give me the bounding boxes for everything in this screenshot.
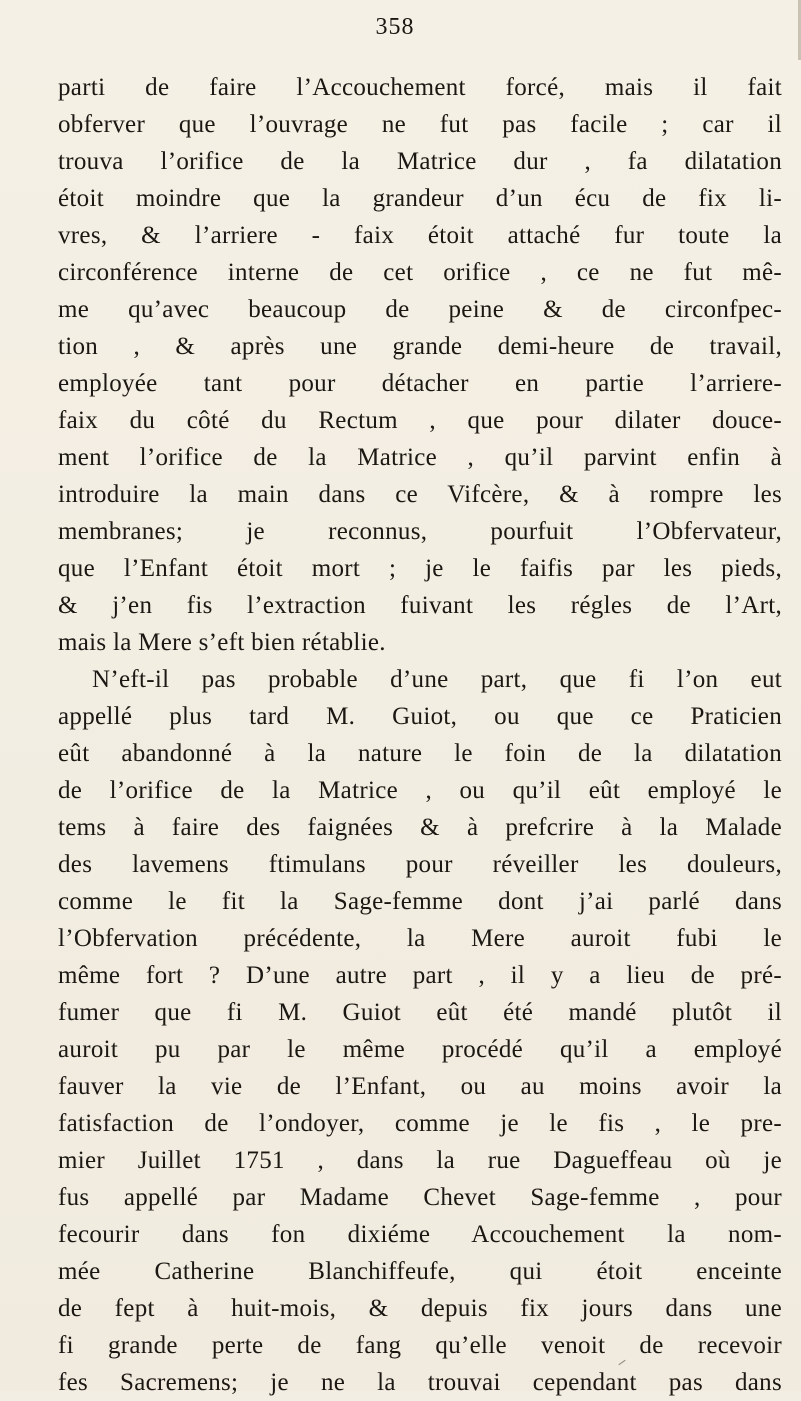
text-line-12: introduire la main dans ce Vifcère, & à rompre les xyxy=(58,481,782,508)
text-line-22: des lavemens ftimulans pour réveiller les douleurs, xyxy=(58,851,782,878)
text-line-10: faix du côté du Rectum , que pour dilater douce- xyxy=(58,407,782,434)
text-line-31: fus appellé par Madame Chevet Sage-femme , pour xyxy=(58,1184,782,1211)
text-line-20: de l’orifice de la Matrice , ou qu’il eût employé le xyxy=(58,777,782,804)
text-line-3: trouva l’orifice de la Matrice dur , fa dilatation xyxy=(58,148,782,175)
text-line-21: tems à faire des faignées & à prefcrire à la Malade xyxy=(58,814,782,841)
body-text xyxy=(58,69,782,1401)
text-line-8: tion , & après une grande demi-heure de travail, xyxy=(58,333,782,360)
text-line-36: fes Sacremens; je ne la trouvai cependant pas dans xyxy=(58,1369,782,1396)
page-number: 358 xyxy=(375,14,415,40)
text-line-15: & j’en fis l’extraction fuivant les régles de l’Art, xyxy=(58,592,782,619)
text-line-23: comme le fit la Sage-femme dont j’ai parlé dans xyxy=(58,888,782,915)
text-line-24: l’Obfervation précédente, la Mere auroit fubi le xyxy=(58,925,782,952)
text-line-32: fecourir dans fon dixiéme Accouchement la nom- xyxy=(58,1221,782,1248)
text-line-35: fi grande perte de fang qu’elle venoit de recevoir xyxy=(58,1332,782,1359)
text-line-29: fatisfaction de l’ondoyer, comme je le fis , le pre- xyxy=(58,1110,782,1137)
text-line-1: parti de faire l’Accouchement forcé, mais il fait xyxy=(58,74,782,101)
text-line-30: mier Juillet 1751 , dans la rue Dagueffeau où je xyxy=(58,1147,782,1174)
text-line-2: obferver que l’ouvrage ne fut pas facile ; car il xyxy=(58,111,782,138)
text-line-11: ment l’orifice de la Matrice , qu’il parvint enfin à xyxy=(58,444,782,471)
text-line-25: même fort ? D’une autre part , il y a lieu de pré- xyxy=(58,962,782,989)
text-line-33: mée Catherine Blanchiffeufe, qui étoit enceinte xyxy=(58,1258,782,1285)
text-line-7: me qu’avec beaucoup de peine & de circonfpec- xyxy=(58,296,782,323)
text-line-18: appellé plus tard M. Guiot, ou que ce Praticien xyxy=(58,703,782,730)
text-line-17: N’eft-il pas probable d’une part, que fi l’on eut xyxy=(92,666,782,693)
text-line-5: vres, & l’arriere - faix étoit attaché fur toute la xyxy=(58,222,782,249)
text-line-9: employée tant pour détacher en partie l’arriere- xyxy=(58,370,782,397)
text-line-19: eût abandonné à la nature le foin de la dilatation xyxy=(58,740,782,767)
text-line-16: mais la Mere s’eft bien rétablie. xyxy=(58,629,386,656)
text-line-4: étoit moindre que la grandeur d’un écu de fix li- xyxy=(58,185,782,212)
text-line-6: circonférence interne de cet orifice , ce ne fut mê- xyxy=(58,259,782,286)
text-line-34: de fept à huit-mois, & depuis fix jours dans une xyxy=(58,1295,782,1322)
text-line-13: membranes; je reconnus, pourfuit l’Obfervateur, xyxy=(58,518,782,545)
text-line-26: fumer que fi M. Guiot eût été mandé plutôt il xyxy=(58,999,782,1026)
text-line-14: que l’Enfant étoit mort ; je le faifis par les pieds, xyxy=(58,555,782,582)
text-line-28: fauver la vie de l’Enfant, ou au moins avoir la xyxy=(58,1073,782,1100)
text-line-27: auroit pu par le même procédé qu’il a employé xyxy=(58,1036,782,1063)
